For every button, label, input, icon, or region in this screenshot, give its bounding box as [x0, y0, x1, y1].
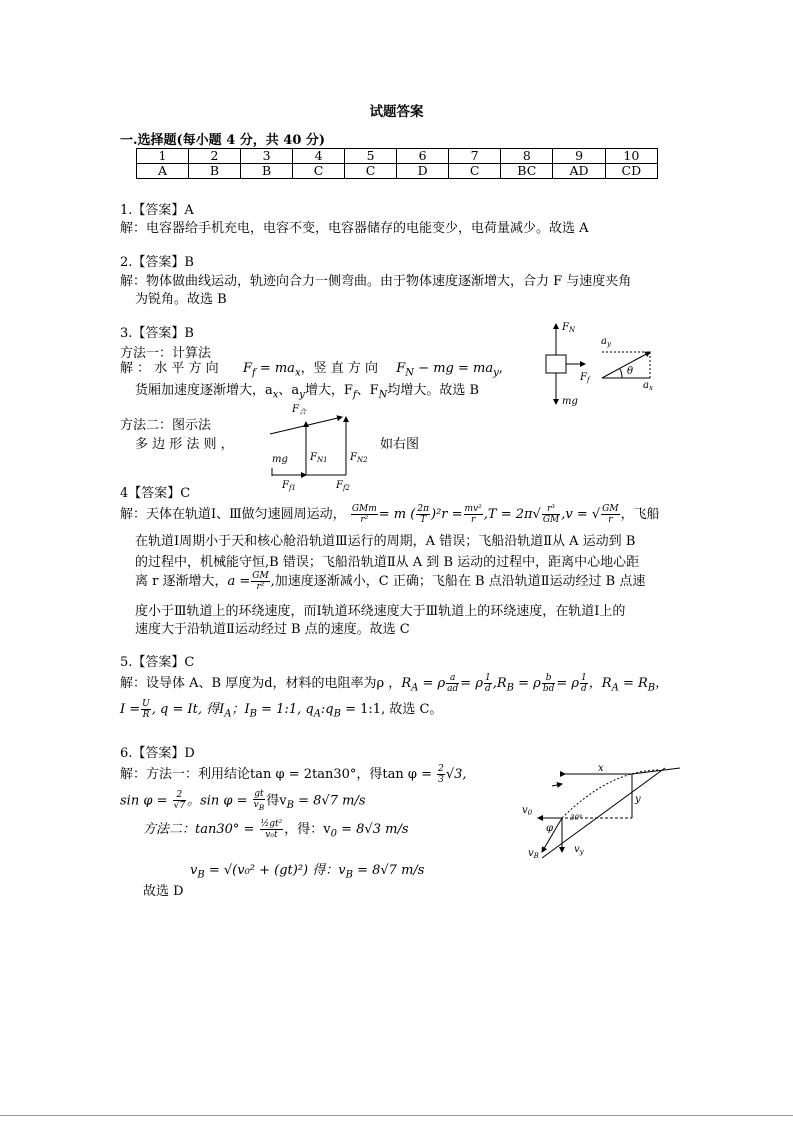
v0-label: $v_0$ [522, 805, 533, 817]
q5-line2-i: = 1:1, 故选 C。 [340, 702, 443, 717]
question-number-cell: 6 [397, 149, 449, 164]
answer-cell: A [137, 164, 189, 179]
answer-cell: C [449, 164, 501, 179]
q3-line2-ax: x [272, 389, 279, 401]
q6-line1: 解：方法一：利用结论tan φ = 2tan30°，得tan φ = $\frac{2}{3}$ √3, [120, 764, 467, 785]
box-shape [546, 355, 566, 373]
q4-line1: 解：天体在轨道Ⅰ、Ⅲ做匀速圆周运动， $\frac{\text{GMm}}{\text{r²}}$ = m ( $\frac{2\pi}{T}$ )²r = $\frac{\text{mv²}}{r}$ ,T = 2π√ $\frac{\text{r³}}{GM}$ ,v = √ $\frac{GM}{r}$ ，飞船 [120, 504, 660, 525]
q6-projectile-diagram [520, 760, 690, 865]
answer-table [136, 148, 658, 179]
answer-cell: B [241, 164, 293, 179]
table-row-numbers [137, 149, 658, 164]
q5-line2-g: :q [320, 702, 334, 717]
fhe-label: $F_合$ [292, 404, 306, 416]
mg2-label: mg [272, 454, 288, 465]
fn-label: $F_N$ [562, 322, 576, 334]
q4-line5: 度小于Ⅲ轨道上的环绕速度，而Ⅰ轨道环绕速度大于Ⅲ轨道上的环绕速度，在轨道Ⅰ上的 [135, 604, 626, 619]
q4-line2: 在轨道Ⅰ周期小于天和核心舱沿轨道Ⅲ运行的周期，A 错误；飞船沿轨道Ⅱ从 A 运动到 B [135, 534, 636, 549]
q4-line3: 的过程中，机械能守恒,B 错误；飞船沿轨道Ⅱ从 A 到 B 运动的过程中，距离中心地心距 [135, 555, 640, 570]
q3-fn-eq: − mg = ma [414, 361, 494, 376]
q3-as-right: 如右图 [380, 437, 420, 452]
q6-answer: 6.【答案】D [120, 746, 195, 761]
question-number-cell: 9 [553, 149, 605, 164]
q6-vb-sub2: B [345, 869, 353, 881]
angle-label: 30° [570, 814, 583, 822]
q5-line1: 解：设导体 A、B 厚度为d，材料的电阻率为ρ ，$R_A = \rho$ $\frac{a}{ad}$ = ρ $\frac{1}{d}$ $,R_B = \rho$ $\frac{b}{bd}$ = ρ $\frac{1}{d}$ ，$R_A = R_B$， [120, 673, 669, 694]
q1-explanation: 解：电容器给手机充电，电容不变，电容器储存的电能变少，电荷量减少。故选 A [120, 221, 589, 236]
ff2-label: $F_{f2}$ [336, 480, 350, 492]
answer-cell: D [397, 164, 449, 179]
q3-vertical-text: ，竖 直 方 向 [300, 361, 378, 376]
q6-method2-c: 0 [330, 828, 337, 840]
q2-explanation-1: 解：物体做曲线运动，轨迹向合力一侧弯曲。由于物体速度逐渐增大，合力 F 与速度夹角 [120, 274, 632, 289]
q3-polygon-rule: 多 边 形 法 则 ， [135, 437, 234, 452]
q3-ff-symbol: F [242, 361, 252, 376]
q3-line2-g: 、F [356, 383, 379, 398]
q6-method2-d: = 8√3 m/s [337, 822, 409, 837]
q3-line1-text: 解 ： 水 平 方 向 [120, 361, 219, 376]
q6-line2: sin φ = $\frac{2}{√7}$ 。sin φ = $\frac{gt}{v_B}$ 得$v_B = 8√7$ m/s [120, 789, 366, 812]
q4-line1-text: 解：天体在轨道Ⅰ、Ⅲ做匀速圆周运动， [120, 507, 346, 522]
question-number-cell: 4 [293, 149, 345, 164]
answer-cell: CD [605, 164, 657, 179]
theta-label: θ [627, 366, 634, 377]
q5-line2-b: A [224, 708, 232, 720]
q6-vb-sub: B [197, 869, 205, 881]
q3-line2-c: 、a [278, 383, 300, 398]
incline-line [542, 768, 665, 858]
question-number-cell: 2 [189, 149, 241, 164]
q3-method1: 方法一：计算法 [120, 346, 212, 361]
trajectory [562, 770, 660, 818]
q4-line6: 速度大于沿轨道Ⅱ运动经过 B 点的速度。故选 C [135, 622, 410, 637]
vy-label: $v_y$ [574, 844, 584, 856]
section-heading: 一.选择题(每小题 4 分，共 40 分) [120, 133, 326, 148]
q5-line2-e: = 1:1, q [257, 702, 314, 717]
q3-line2-ff: f [352, 389, 357, 401]
answer-cell: C [345, 164, 397, 179]
x-label: x [598, 763, 604, 774]
q6-line2-a: sin φ = [120, 793, 172, 809]
y-label: y [635, 794, 641, 805]
answer-cell: BC [501, 164, 553, 179]
q6-line2-c: 得v [266, 793, 287, 809]
q6-line2-b: 。sin φ = [187, 793, 252, 809]
phi-label: φ [546, 823, 554, 834]
q3-line2 [135, 379, 479, 401]
q6-end: 故选 D [143, 884, 184, 899]
q2-answer: 2.【答案】B [120, 255, 194, 270]
q3-line1: 解 ： 水 平 方 向 $F_f = ma_x$，竖 直 方 向 $F_N$ − mg = $ma_y$, [120, 361, 503, 379]
vb-label: $v_B$ [528, 848, 539, 860]
q6-line1-text: 解：方法一：利用结论tan φ = 2tan30°，得tan φ = [120, 767, 437, 782]
ay-label: $a_y$ [601, 336, 611, 348]
q3-line2-end: 均增大。故选 B [387, 383, 480, 398]
q3-polygon-diagram [262, 400, 372, 495]
a-arrow [602, 352, 650, 378]
q3-method2: 方法二：图示法 [120, 418, 212, 433]
q4-line1-end: ，飞船 [620, 507, 660, 522]
q4-line4-a: 离 r 逐渐增大， [135, 574, 228, 589]
question-number-cell: 1 [137, 149, 189, 164]
q6-method2-a: 方法二：tan30° = [143, 822, 259, 837]
answer-cell: AD [553, 164, 605, 179]
fn2-label: $F_{N2}$ [350, 452, 368, 464]
q3-line2-a: 货厢加速度逐渐增大，a [135, 383, 273, 398]
q6-vb: v [190, 863, 198, 878]
q6-line2-d: B [286, 800, 294, 811]
q3-fn-symbol: F [396, 361, 406, 376]
q6-vb-line [190, 859, 424, 881]
q3-ay-sub: y [493, 367, 499, 379]
q2-explanation-2: 为锐角。故选 B [135, 292, 227, 307]
question-number-cell: 5 [345, 149, 397, 164]
q3-fn-sub: N [405, 367, 415, 379]
q3-force-diagram [535, 318, 665, 413]
q6-vb-result: = 8√7 m/s [352, 863, 425, 878]
slope-line [632, 768, 680, 774]
q4-line4-b: ,加速度逐渐减小，C 正确；飞船在 B 点沿轨道Ⅱ运动经过 B 点速 [270, 574, 646, 589]
q5-line2-d: B [249, 708, 258, 720]
q4-answer: 4【答案】C [120, 486, 191, 501]
q3-ax-sub: x [294, 367, 301, 379]
q5-line2-h: B [333, 708, 341, 720]
q3-answer: 3.【答案】B [120, 326, 194, 341]
q6-vb-eq: = √(v₀² + (gt)²) 得：v [204, 863, 346, 878]
q1-answer: 1.【答案】A [120, 203, 194, 218]
theta-arc [620, 369, 622, 378]
question-number-cell: 3 [241, 149, 293, 164]
answer-cell: B [189, 164, 241, 179]
ff1-label: $F_{f1}$ [282, 480, 296, 492]
q5-answer: 5.【答案】C [120, 655, 195, 670]
q3-ff-sub: f [251, 367, 256, 379]
q6-line2-e: = 8√7 m/s [294, 793, 366, 809]
small-arrow [552, 784, 562, 786]
q3-line2-fn: N [378, 389, 388, 401]
q3-line2-ay: y [299, 389, 305, 401]
fn1-label: $F_{N1}$ [310, 452, 328, 464]
q3-ff-eq: = ma [255, 361, 295, 376]
mg-label: mg [562, 396, 578, 407]
question-number-cell: 7 [449, 149, 501, 164]
question-number-cell: 8 [501, 149, 553, 164]
q5-line2-f: A [313, 708, 321, 720]
q5-line1-text: 解：设导体 A、B 厚度为d，材料的电阻率为ρ ， [120, 676, 402, 691]
ff-label: $F_f$ [580, 372, 590, 384]
q6-method2-b: ，得：v [284, 822, 331, 837]
page-bottom-rule [0, 1115, 793, 1116]
table-row-answers [137, 164, 658, 179]
answer-cell: C [293, 164, 345, 179]
ax-label: $a_x$ [643, 380, 653, 392]
q5-line2: I = $\frac{U}{R}$ , q = It, 得$I_A$；$I_B$ = 1:1, $q_A:q_B$ = 1:1, 故选 C。 [120, 699, 443, 720]
q5-line2-c: ；I [231, 702, 250, 717]
q4-line4: 离 r 逐渐增大，a = $\frac{GM}{\text{r²}}$ ,加速度逐渐减小，C 正确；飞船在 B 点沿轨道Ⅱ运动经过 B 点速 [135, 571, 646, 592]
q5-line2-a: , q = It, 得I [151, 702, 225, 717]
q3-line2-e: 增大，F [304, 383, 353, 398]
page-title: 试题答案 [369, 104, 424, 120]
q6-method2: 方法二：tan30° = $\frac{\text{½gt²}}{\text{v₀t}}$ ，得：$v_0 = 8√3$ m/s [143, 819, 409, 840]
question-number-cell: 10 [605, 149, 657, 164]
